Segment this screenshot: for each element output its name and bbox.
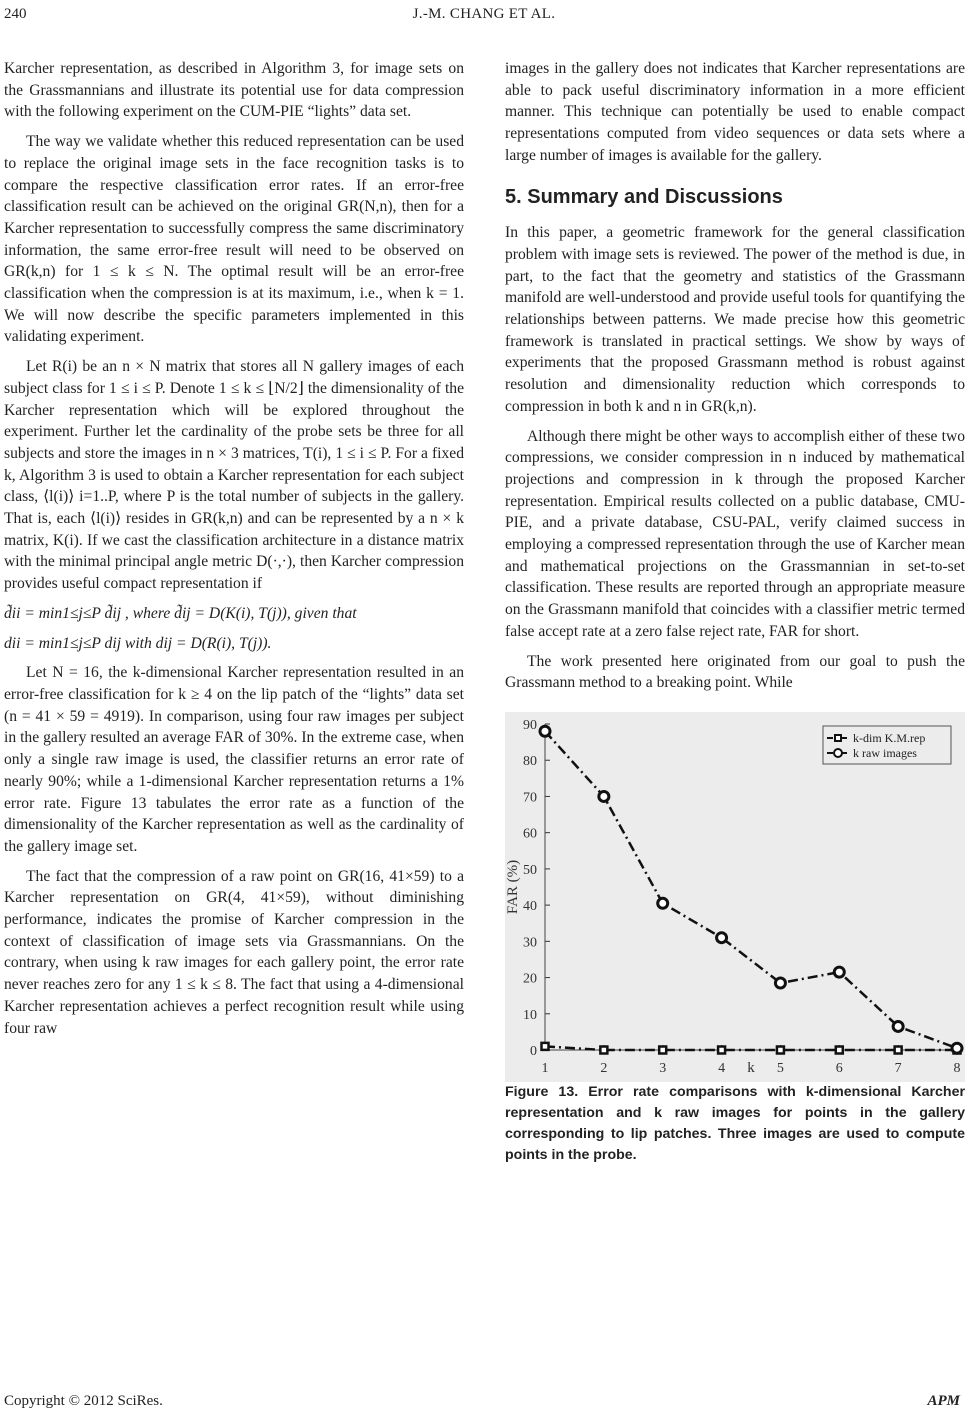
data-point xyxy=(717,933,727,943)
data-point xyxy=(540,726,550,736)
data-point xyxy=(542,1043,549,1050)
legend-label: k raw images xyxy=(853,745,917,760)
copyright: Copyright © 2012 SciRes. xyxy=(4,1393,163,1409)
journal-name: APM xyxy=(927,1393,960,1409)
paragraph: images in the gallery does not indicates that Karcher representations are able to pack useful discriminatory information in a more efficient manner. This technique can potentially be used to enable compact representations computed from video sequences or data sets where a large number of images is available for the gallery. xyxy=(505,60,965,164)
data-point xyxy=(659,1046,666,1053)
section-title: 5. Summary and Discussions xyxy=(505,185,783,208)
paragraph: The fact that the compression of a raw point on GR(16, 41×59) to a Karcher representation on GR(4, 41×59), without diminishing performance, indicates the promise of Karcher compression in the context of classification of image sets via Grassmannians. On the contrary, when using k raw images for each gallery point, the error rate never reaches zero for any 1 ≤ k ≤ 8. The fact that using a 4-dimensional Karcher representation achieves a perfect recognition result while using four raw xyxy=(4,867,464,1037)
page-header xyxy=(0,6,968,30)
paragraph: Karcher representation, as described in Algorithm 3, for image sets on the Grassmannians and illustrate its potential use for data compression with the following experiment on the CUM-PIE “lights” data set. xyxy=(4,60,464,121)
figure-caption: Figure 13. Error rate comparisons with k-dimensional Karcher representation and k raw images for points in the gallery corresponding to lip patches. Three images are used to compute points in the probe. xyxy=(505,1083,965,1163)
legend-marker xyxy=(835,735,841,741)
data-point xyxy=(952,1043,962,1053)
paragraph: Let R(i) be an n × N matrix that stores all N gallery images of each subject class for 1 ≤ i ≤ P. Denote 1 ≤ k ≤ ⌊N/2⌋ the dimensionality of the Karcher representation which will be explored throughout the experiment. Further let the cardinality of the probe sets be three for all subjects and store the images in n × 3 matrices, T(i), 1 ≤ i ≤ P. For a fixed k, Algorithm 3 is used to obtain a Karcher representation for each subject class, ⟨l(i)⟩ i=1..P, where P is the total number of subjects in the gallery. That is, each ⟨l(i)⟩ resides in GR(k,n) and can be represented by a n × k matrix, K(i). If we cast the classification architecture in a distance matrix with the minimal principal angle metric D(·,·), then Karcher compression provides useful compact representation if xyxy=(4,358,464,593)
equation: dii = min1≤j≤P dij with dij = D(R(i), T(j)). xyxy=(4,634,272,652)
x-tick-label: 8 xyxy=(953,1060,961,1076)
data-point xyxy=(834,967,844,977)
x-tick-label: 1 xyxy=(541,1060,549,1076)
x-tick-label: 4 xyxy=(718,1060,726,1076)
y-tick-label: 20 xyxy=(523,971,537,987)
y-tick-label: 0 xyxy=(530,1043,537,1059)
y-tick-label: 40 xyxy=(523,899,537,915)
x-tick-label: 6 xyxy=(835,1060,843,1076)
paragraph: Although there might be other ways to accomplish either of these two compressions, we consider compression in n induced by mathematical projections and compression in k through the proposed Karcher representation. Empirical results collected on a public database, CMU-PIE, and a private database, CSU-PAL, verify claimed success in employing a compressed representation through the use of Karcher mean and mathematical projections on the Grassmannian in set-to-set classification. These results are reported through an appropriate measure on the Grassmann manifold that coincides with a classifier metric termed false accept rate at a zero false reject rate, FAR for short. xyxy=(505,427,965,640)
y-tick-label: 50 xyxy=(523,862,537,878)
legend-label: k-dim K.M.rep xyxy=(853,730,926,745)
y-tick-label: 10 xyxy=(523,1007,537,1023)
data-point xyxy=(718,1046,725,1053)
data-point xyxy=(658,898,668,908)
data-point xyxy=(777,1046,784,1053)
data-point xyxy=(775,978,785,988)
x-tick-label: 3 xyxy=(659,1060,667,1076)
left-column xyxy=(4,58,464,1039)
page-footer xyxy=(4,1393,964,1410)
y-tick-label: 90 xyxy=(523,717,537,733)
running-authors: J.-M. CHANG ET AL. xyxy=(412,6,556,22)
equation: d̃ii = min1≤j≤P d̃ij , where d̃ij = D(K(i), T(j)), given that xyxy=(4,604,357,622)
right-column xyxy=(505,58,965,1166)
paragraph: The work presented here originated from our goal to push the Grassmann method to a breaking point. While xyxy=(505,652,965,692)
paragraph: The way we validate whether this reduced representation can be used to replace the original image sets in the face recognition tasks is to compare the respective classification error rates. If an error-free classification result can be achieved on the original GR(N,n), then for a Karcher representation to successfully compress the same discriminatory information, the same error-free result will need to be observed on GR(k,n) for 1 ≤ k ≤ N. The optimal result will be an error-free classification when the compression is at its maximum, i.e., when k = 1. We will now describe the specific parameters implemented in this validating experiment. xyxy=(4,133,464,346)
page-number: 240 xyxy=(4,6,27,22)
line-chart xyxy=(505,712,965,1082)
paragraph: Let N = 16, the k-dimensional Karcher representation resulted in an error-free classification for k ≥ 4 on the lip patch of the “lights” data set (n = 41 × 59 = 4919). In comparison, using four raw images per subject in the gallery resulted an average FAR of 30%. In the extreme case, when only a single raw image is used, the classifier returns an error rate of nearly 90%; while a 1-dimensional Karcher representation returns a 1% error rate. Figure 13 tabulates the error rate as a function of the dimensionality of the Karcher representation as well as the cardinality of the gallery image set. xyxy=(4,664,464,855)
y-tick-label: 30 xyxy=(523,935,537,951)
data-point xyxy=(836,1046,843,1053)
x-tick-label: 2 xyxy=(600,1060,608,1076)
data-point xyxy=(895,1046,902,1053)
data-point xyxy=(599,791,609,801)
y-tick-label: 60 xyxy=(523,826,537,842)
y-axis-label: FAR (%) xyxy=(505,859,521,915)
paragraph: In this paper, a geometric framework for the general classification problem with image sets is reviewed. The power of the method is due, in part, to the fact that the geometry and statistics of the Grassmann manifold are well-understood and provide useful tools for quantifying the relationships between patterns. We made precise how this geometric framework is translated in practical settings. We show by ways of experiments that the proposed Grassmann method is robust against resolution and dimensionality reduction which corresponds to compression in both k and n in GR(k,n). xyxy=(505,224,965,415)
x-axis-label: k xyxy=(747,1059,755,1076)
x-tick-label: 7 xyxy=(894,1060,902,1076)
legend-marker xyxy=(834,749,842,757)
figure-13-chart xyxy=(505,712,965,1082)
y-tick-label: 80 xyxy=(523,754,537,770)
x-tick-label: 5 xyxy=(776,1060,784,1076)
data-point xyxy=(600,1046,607,1053)
data-point xyxy=(893,1021,903,1031)
y-tick-label: 70 xyxy=(523,790,537,806)
